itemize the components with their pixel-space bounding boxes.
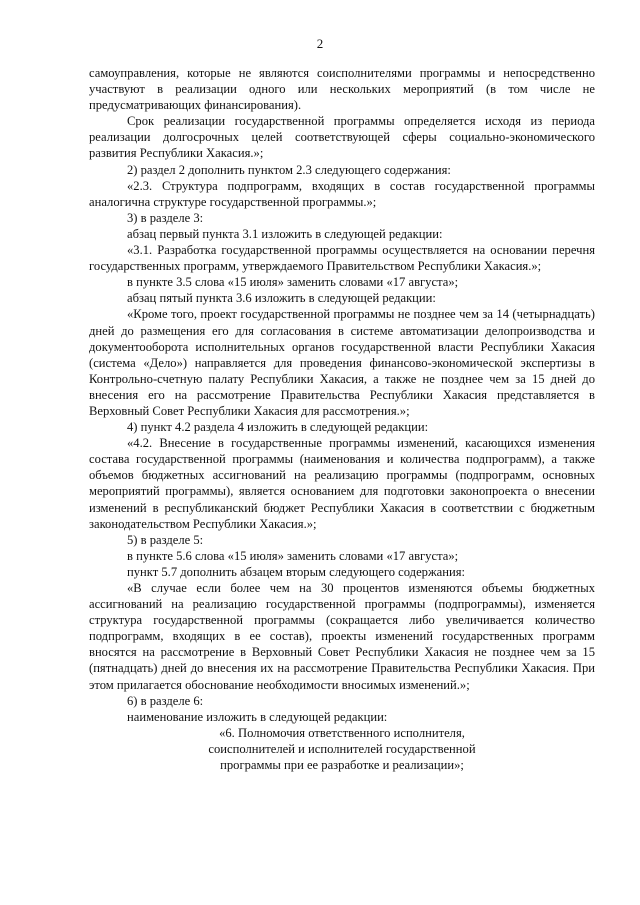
heading-line: «6. Полномочия ответственного исполнителя, [219,725,465,740]
paragraph: «2.3. Структура подпрограмм, входящих в состав государственной программы аналогична структуре государственной программы.»; [89,178,595,209]
document-body [89,65,595,773]
paragraph: абзац пятый пункта 3.6 изложить в следующей редакции: [127,291,436,306]
paragraph-continuation: самоуправления, которые не являются соисполнителями программы и непосредственно участвуют в реализации одного или нескольких мероприятий (в том числе не предусматривающих финансирования). [89,66,595,113]
paragraph: 3) в разделе 3: [127,210,204,225]
paragraph: в пункте 3.5 слова «15 июля» заменить словами «17 августа»; [127,275,459,290]
paragraph: 5) в разделе 5: [127,532,204,547]
paragraph: 4) пункт 4.2 раздела 4 изложить в следующей редакции: [127,420,429,435]
paragraph: «4.2. Внесение в государственные программы изменений, касающихся изменения состава государственной программы (наименования и количества подпрограмм), а также объемов бюджетных ассигнований на реализацию программы (подпрограмм, основных мероприятий программы), является основанием для подготовки законопроекта о внесении изменений в республиканский бюджет Республики Хакасия в соответствии с бюджетным законодательством Республики Хакасия.»; [89,436,595,531]
paragraph: пункт 5.7 дополнить абзацем вторым следующего содержания: [127,564,466,579]
paragraph: 2) раздел 2 дополнить пунктом 2.3 следующего содержания: [127,162,451,177]
paragraph: «Кроме того, проект государственной программы не позднее чем за 14 (четырнадцать) дней до размещения его для согласования в системе автоматизации делопроизводства и документооборота исполнительных органов государственной власти Республики Хакасия (система «Дело») направляется для проведения финансово-экономической экспертизы в Контрольно-счетную палату Республики Хакасия, а также не позднее чем за 15 дней до внесения его на рассмотрение Правительства Республики Хакасия представляется в Верховный Совет Республики Хакасия для рассмотрения.»; [89,307,595,418]
heading-line: программы при ее разработке и реализации»; [220,758,464,773]
paragraph: «В случае если более чем на 30 процентов изменяются объемы бюджетных ассигнований на реализацию государственной программы (подпрограммы), изменяется структура государственной программы (сокращается либо увеличивается количество подпрограмм, входящих в ее состав), проекты изменений государственных программ вносятся на рассмотрение в Верховный Совет Республики Хакасия не позднее чем за 15 (пятнадцать) дней до внесения их на рассмотрение Правительства Республики Хакасия. При этом прилагается обоснование необходимости вносимых изменений.»; [89,581,595,692]
heading-line: соисполнителей и исполнителей государственной [208,741,476,756]
page-number: 2 [316,36,324,51]
paragraph: «3.1. Разработка государственной программы осуществляется на основании перечня государственных программ, утверждаемого Правительством Республики Хакасия.»; [89,243,595,274]
paragraph: наименование изложить в следующей редакции: [127,709,388,724]
paragraph: 6) в разделе 6: [127,693,204,708]
paragraph: Срок реализации государственной программы определяется исходя из периода реализации долгосрочных целей соответствующей сферы социально-экономического развития Республики Хакасия.»; [89,114,595,161]
paragraph: абзац первый пункта 3.1 изложить в следующей редакции: [127,226,443,241]
paragraph: в пункте 5.6 слова «15 июля» заменить словами «17 августа»; [127,548,459,563]
section-heading [89,725,595,773]
